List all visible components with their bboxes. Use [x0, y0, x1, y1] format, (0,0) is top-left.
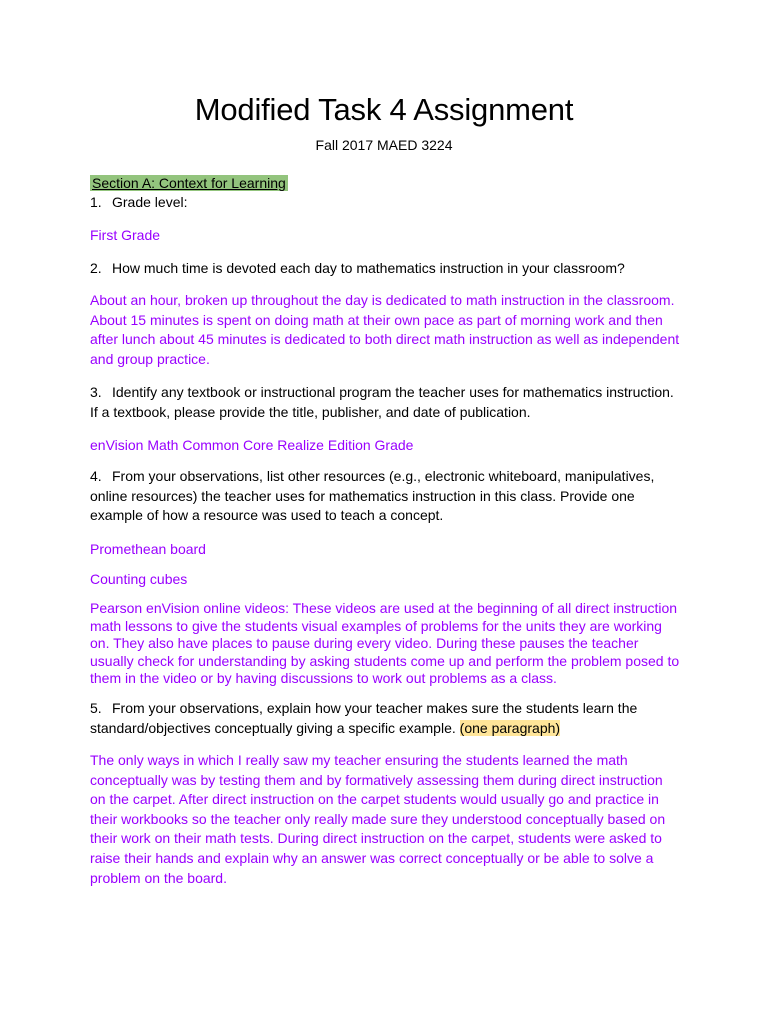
question-1-number: 1. — [90, 194, 102, 210]
question-5-highlight: (one paragraph) — [459, 719, 561, 736]
section-a-heading: Section A: Context for Learning — [92, 175, 286, 191]
question-4-text: From your observations, list other resources (e.g., electronic whiteboard, manipulatives, online resources) the teacher uses for mathematics instruction in this class. Provide one example of how a resource was used to teach a concept. — [90, 468, 655, 524]
answer-4-item-1: Promethean board — [90, 541, 206, 557]
question-5-text: From your observations, explain how your teacher makes sure the students learn the standard/objectives conceptually giving a specific example. — [90, 700, 638, 736]
document-title: Modified Task 4 Assignment — [194, 92, 574, 127]
section-a-heading-line — [90, 174, 690, 194]
question-4-number: 4. — [90, 468, 102, 484]
answer-4-item-3: Pearson enVision online videos: These videos are used at the beginning of all direct instruction math lessons to give the students visual examples of problems for the units they are working on. They also have places to pause during every video. During these pauses the teacher usually check for understanding by asking students come up and perform the problem posed to them in the video or by having discussions to work out problems as a class. — [90, 600, 680, 687]
question-2 — [90, 259, 710, 279]
answer-2: About an hour, broken up throughout the day is dedicated to math instruction in the classroom. About 15 minutes is spent on doing math at their own pace as part of morning work and then after lunch about 45 minutes is dedicated to both direct math instruction as well as independent and group practice. — [90, 292, 680, 367]
answer-4-item-2: Counting cubes — [90, 571, 188, 587]
question-3-text: Identify any textbook or instructional program the teacher uses for mathematics instruction. If a textbook, please provide the title, publisher, and date of publication. — [90, 384, 674, 420]
document-subtitle: Fall 2017 MAED 3224 — [315, 137, 453, 153]
question-2-text: How much time is devoted each day to mathematics instruction in your classroom? — [112, 260, 625, 276]
question-3-number: 3. — [90, 384, 102, 400]
question-5-number: 5. — [90, 700, 102, 716]
question-4 — [90, 467, 660, 526]
answer-1: First Grade — [90, 227, 161, 243]
question-1-text: Grade level: — [112, 194, 188, 210]
question-1 — [90, 193, 690, 213]
answer-3: enVision Math Common Core Realize Edition Grade — [90, 437, 414, 453]
question-2-number: 2. — [90, 260, 102, 276]
question-5 — [90, 699, 650, 738]
question-3 — [90, 383, 685, 422]
answer-5: The only ways in which I really saw my teacher ensuring the students learned the math conceptually was by testing them and by formatively assessing them during direct instruction on the carpet. After direct instruction on the carpet students would usually go and practice in their workbooks so the teacher only really made sure they understood conceptually based on their work on their math tests. During direct instruction on the carpet, students were asked to raise their hands and explain why an answer was correct conceptually or be able to solve a problem on the board. — [90, 752, 666, 886]
